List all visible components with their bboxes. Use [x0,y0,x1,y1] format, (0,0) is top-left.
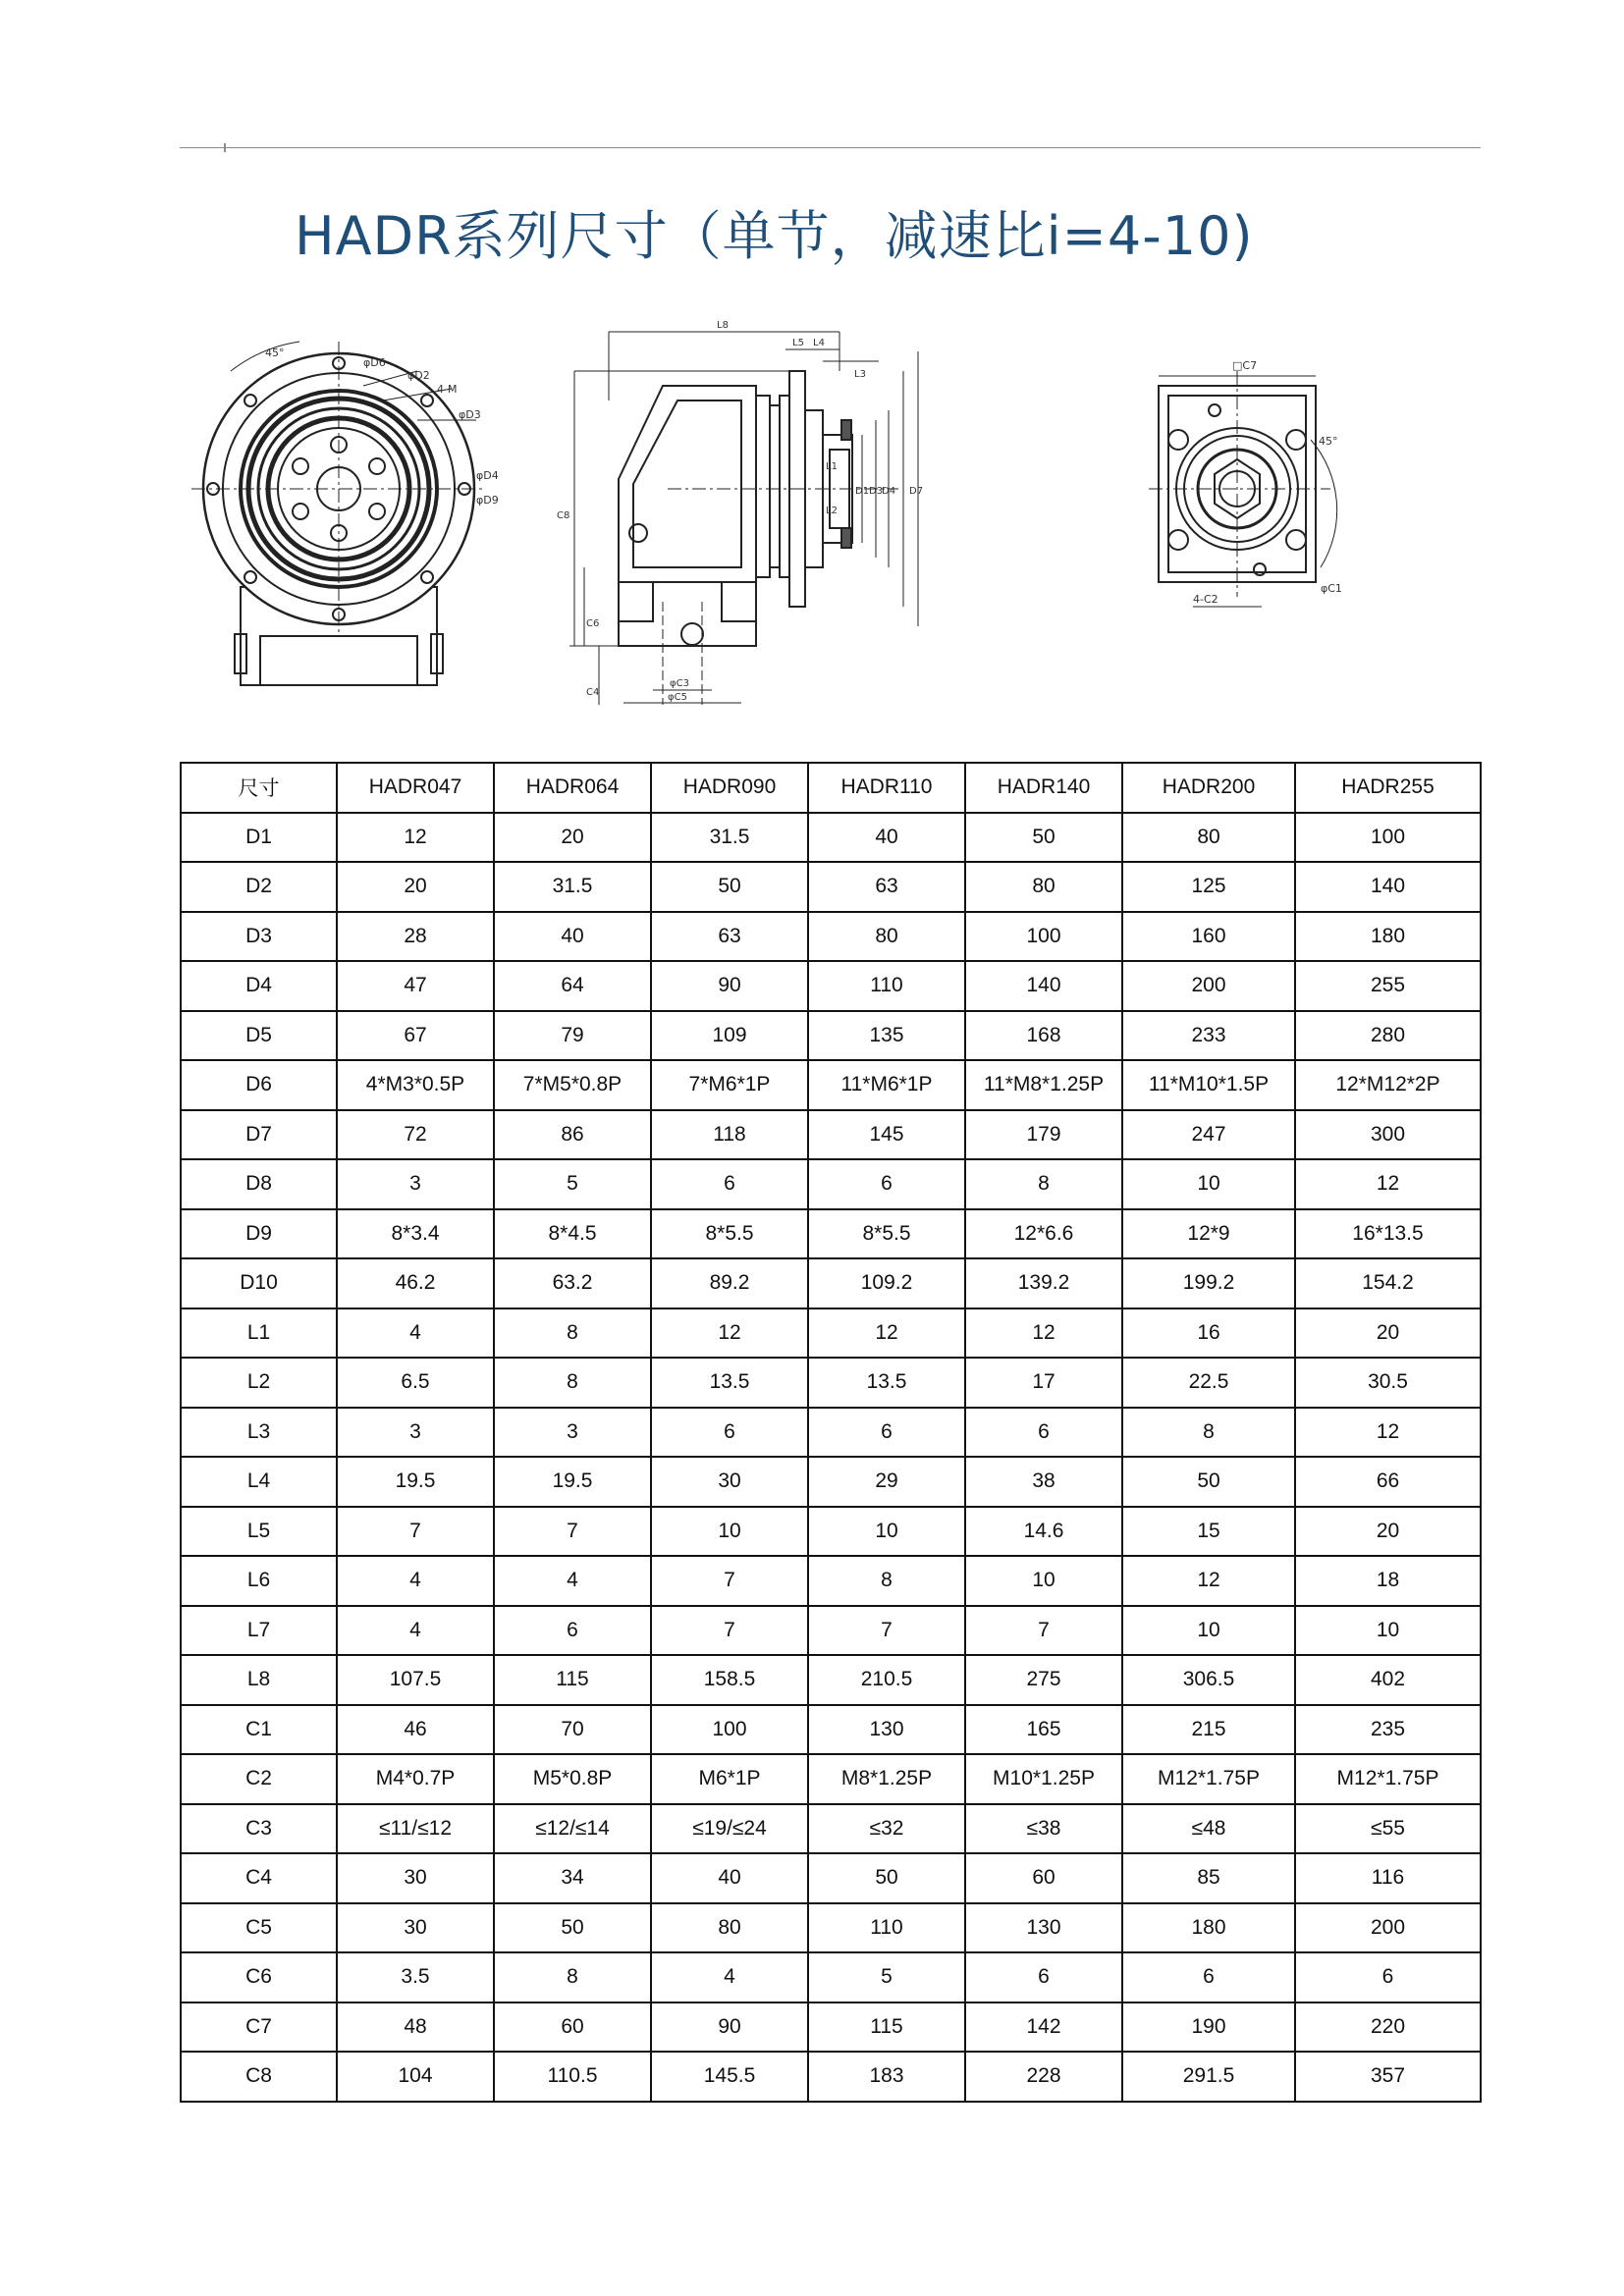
dimension-value-cell: 50 [808,1853,965,1903]
dimension-value-cell: 8*3.4 [337,1209,494,1259]
dimension-value-cell: 140 [965,961,1122,1011]
dimension-value-cell: 80 [965,862,1122,912]
dimension-value-cell: ≤12/≤14 [494,1804,651,1854]
dimension-value-cell: 7 [494,1507,651,1557]
dimension-label-cell: D4 [181,961,337,1011]
dimension-label-cell: C6 [181,1952,337,2002]
dimension-value-cell: 233 [1122,1011,1295,1061]
dimension-value-cell: 20 [337,862,494,912]
front-label-d2: φD2 [407,369,430,382]
dimension-value-cell: 107.5 [337,1655,494,1705]
front-label-d4: φD4 [476,469,499,482]
dimension-value-cell: 357 [1295,2052,1481,2102]
dimension-value-cell: 50 [494,1903,651,1953]
dimension-value-cell: 12*M12*2P [1295,1060,1481,1110]
dimension-value-cell: 6 [651,1408,808,1458]
dimension-value-cell: 200 [1122,961,1295,1011]
dimension-value-cell: 80 [808,912,965,962]
table-row [181,1110,1481,1160]
dimension-value-cell: 11*M10*1.5P [1122,1060,1295,1110]
dimension-value-cell: 85 [1122,1853,1295,1903]
dimension-value-cell: 30 [651,1457,808,1507]
dimension-value-cell: 60 [965,1853,1122,1903]
dimension-value-cell: 11*M8*1.25P [965,1060,1122,1110]
dimension-value-cell: ≤32 [808,1804,965,1854]
dimension-value-cell: 10 [965,1556,1122,1606]
dimension-value-cell: 291.5 [1122,2052,1295,2102]
dimension-value-cell: M10*1.25P [965,1754,1122,1804]
dimension-value-cell: 63 [651,912,808,962]
dimension-value-cell: 4 [337,1308,494,1359]
dimension-label-cell: L2 [181,1358,337,1408]
dimension-value-cell: 115 [494,1655,651,1705]
table-row [181,1655,1481,1705]
front-label-d9: φD9 [476,494,499,507]
dimension-label-cell: C7 [181,2002,337,2053]
dimension-label-cell: D8 [181,1159,337,1209]
dimension-value-cell: ≤48 [1122,1804,1295,1854]
table-header-model: HADR090 [651,763,808,813]
dimension-value-cell: 165 [965,1705,1122,1755]
dimension-label-cell: L3 [181,1408,337,1458]
dimension-value-cell: 34 [494,1853,651,1903]
side-label-l5: L5 [792,338,804,348]
dimension-value-cell: 13.5 [808,1358,965,1408]
dimension-value-cell: 130 [808,1705,965,1755]
side-label-d1: D1 [855,486,870,497]
dimension-value-cell: 63.2 [494,1258,651,1308]
dimension-value-cell: 50 [651,862,808,912]
side-label-c4: C4 [586,687,600,698]
dimension-value-cell: 300 [1295,1110,1481,1160]
dimension-value-cell: 6 [1122,1952,1295,2002]
dimension-value-cell: 3 [337,1159,494,1209]
dimension-value-cell: 46 [337,1705,494,1755]
dimension-value-cell: 40 [494,912,651,962]
table-row [181,1011,1481,1061]
flange-label-angle: 45° [1319,435,1338,448]
dimension-value-cell: 109 [651,1011,808,1061]
dimension-value-cell: 116 [1295,1853,1481,1903]
dimension-value-cell: 67 [337,1011,494,1061]
table-row [181,2002,1481,2053]
dimension-value-cell: 6 [651,1159,808,1209]
dimension-value-cell: 110.5 [494,2052,651,2102]
side-label-d3: D3 [869,486,884,497]
dimension-value-cell: 4 [651,1952,808,2002]
dimension-value-cell: 7*M6*1P [651,1060,808,1110]
dimension-value-cell: 7 [651,1556,808,1606]
dimension-value-cell: 8*5.5 [651,1209,808,1259]
dimension-value-cell: 12 [1122,1556,1295,1606]
dimension-value-cell: 30 [337,1903,494,1953]
dimension-value-cell: 20 [1295,1308,1481,1359]
dimension-value-cell: 64 [494,961,651,1011]
table-header-dimension: 尺寸 [181,763,337,813]
flange-label-c2: 4-C2 [1193,593,1218,606]
table-row [181,1408,1481,1458]
dimension-value-cell: 255 [1295,961,1481,1011]
dimension-value-cell: 29 [808,1457,965,1507]
dimension-value-cell: 8 [808,1556,965,1606]
dimension-value-cell: 168 [965,1011,1122,1061]
dimension-value-cell: 40 [808,813,965,863]
table-row [181,1457,1481,1507]
dimension-value-cell: 63 [808,862,965,912]
dimension-label-cell: D3 [181,912,337,962]
dimension-value-cell: 4 [337,1606,494,1656]
dimension-value-cell: 118 [651,1110,808,1160]
dimension-value-cell: 12 [1295,1159,1481,1209]
side-label-l3: L3 [854,369,866,380]
dimension-label-cell: C3 [181,1804,337,1854]
table-row [181,862,1481,912]
dimension-label-cell: C1 [181,1705,337,1755]
dimension-value-cell: 247 [1122,1110,1295,1160]
dimension-value-cell: 31.5 [651,813,808,863]
dimension-value-cell: 11*M6*1P [808,1060,965,1110]
dimension-table [180,762,1482,2103]
dimension-value-cell: 145 [808,1110,965,1160]
dimension-value-cell: 12 [337,813,494,863]
dimension-value-cell: 100 [651,1705,808,1755]
table-header-model: HADR200 [1122,763,1295,813]
dimension-value-cell: 235 [1295,1705,1481,1755]
front-label-d3: φD3 [459,408,481,421]
dimension-value-cell: M6*1P [651,1754,808,1804]
dimension-value-cell: 8 [494,1952,651,2002]
flange-label-c7: □C7 [1232,359,1258,372]
table-row [181,1853,1481,1903]
dimension-value-cell: 190 [1122,2002,1295,2053]
dimension-value-cell: 139.2 [965,1258,1122,1308]
dimension-value-cell: ≤19/≤24 [651,1804,808,1854]
dimension-value-cell: M4*0.7P [337,1754,494,1804]
table-row [181,1556,1481,1606]
dimension-value-cell: 22.5 [1122,1358,1295,1408]
dimension-value-cell: 4 [337,1556,494,1606]
dimension-value-cell: 220 [1295,2002,1481,2053]
dimension-value-cell: 90 [651,2002,808,2053]
table-row [181,2052,1481,2102]
table-row [181,912,1481,962]
dimension-value-cell: 12*9 [1122,1209,1295,1259]
table-row [181,1060,1481,1110]
dimension-value-cell: 10 [1122,1159,1295,1209]
dimension-value-cell: 125 [1122,862,1295,912]
dimension-value-cell: 17 [965,1358,1122,1408]
table-row [181,1159,1481,1209]
dimension-value-cell: 135 [808,1011,965,1061]
dimension-value-cell: 3 [337,1408,494,1458]
flange-label-c1: φC1 [1321,582,1342,595]
dimension-value-cell: 306.5 [1122,1655,1295,1705]
table-row [181,1258,1481,1308]
table-row [181,1606,1481,1656]
dimension-value-cell: 130 [965,1903,1122,1953]
dimension-value-cell: 80 [651,1903,808,1953]
dimension-value-cell: 20 [1295,1507,1481,1557]
dimension-value-cell: 110 [808,1903,965,1953]
dimension-value-cell: 12 [808,1308,965,1359]
dimension-value-cell: 8*5.5 [808,1209,965,1259]
dimension-value-cell: 200 [1295,1903,1481,1953]
dimension-value-cell: 72 [337,1110,494,1160]
dimension-value-cell: 8 [494,1308,651,1359]
dimension-value-cell: 6.5 [337,1358,494,1408]
dimension-value-cell: 280 [1295,1011,1481,1061]
table-row [181,1804,1481,1854]
dimension-value-cell: 7 [651,1606,808,1656]
dimension-value-cell: 3 [494,1408,651,1458]
side-label-l8: L8 [717,320,729,331]
dimension-value-cell: 47 [337,961,494,1011]
dimension-value-cell: 90 [651,961,808,1011]
dimension-value-cell: 30.5 [1295,1358,1481,1408]
dimension-value-cell: 13.5 [651,1358,808,1408]
side-label-c6: C6 [586,618,600,629]
dimension-value-cell: ≤55 [1295,1804,1481,1854]
dimension-value-cell: 28 [337,912,494,962]
dimension-label-cell: L8 [181,1655,337,1705]
dimension-value-cell: 66 [1295,1457,1481,1507]
dimension-value-cell: 160 [1122,912,1295,962]
table-row [181,1903,1481,1953]
header-rule [180,147,1481,148]
dimension-value-cell: 100 [965,912,1122,962]
dimension-label-cell: L1 [181,1308,337,1359]
dimension-value-cell: 16*13.5 [1295,1209,1481,1259]
dimension-value-cell: 30 [337,1853,494,1903]
table-header-model: HADR064 [494,763,651,813]
dimension-label-cell: D9 [181,1209,337,1259]
flange-view-drawing [1149,371,1337,607]
dimension-value-cell: 19.5 [337,1457,494,1507]
dimension-value-cell: 12*6.6 [965,1209,1122,1259]
dimension-value-cell: 6 [1295,1952,1481,2002]
dimension-value-cell: 80 [1122,813,1295,863]
dimension-label-cell: C2 [181,1754,337,1804]
dimension-value-cell: 6 [965,1952,1122,2002]
dimension-value-cell: 179 [965,1110,1122,1160]
dimension-value-cell: 38 [965,1457,1122,1507]
table-row [181,1209,1481,1259]
dimension-value-cell: 4 [494,1556,651,1606]
dimension-value-cell: M12*1.75P [1122,1754,1295,1804]
dimension-value-cell: ≤38 [965,1804,1122,1854]
side-label-l4: L4 [813,338,825,348]
side-label-d7: D7 [909,486,924,497]
dimension-value-cell: 89.2 [651,1258,808,1308]
front-label-d6: φD6 [363,356,386,369]
dimension-value-cell: 275 [965,1655,1122,1705]
dimension-value-cell: 10 [808,1507,965,1557]
table-header-model: HADR047 [337,763,494,813]
table-header-row [181,763,1481,813]
dimension-label-cell: D1 [181,813,337,863]
dimension-value-cell: 8 [494,1358,651,1408]
dimension-label-cell: D10 [181,1258,337,1308]
side-label-c5: φC5 [668,692,687,703]
front-label-angle: 45° [265,347,285,359]
dimension-value-cell: 6 [808,1159,965,1209]
dimension-value-cell: 115 [808,2002,965,2053]
dimension-value-cell: 79 [494,1011,651,1061]
page-title: HADR系列尺寸（单节，减速比i=4-10) [295,205,1254,267]
dimension-value-cell: 228 [965,2052,1122,2102]
header-rule-tick [224,143,226,152]
dimension-value-cell: 50 [965,813,1122,863]
side-label-c3: φC3 [670,678,689,689]
dimension-value-cell: 100 [1295,813,1481,863]
dimension-value-cell: 14.6 [965,1507,1122,1557]
side-label-c8: C8 [557,510,570,521]
table-row [181,1952,1481,2002]
dimension-value-cell: 402 [1295,1655,1481,1705]
table-header-model: HADR140 [965,763,1122,813]
dimension-label-cell: C4 [181,1853,337,1903]
dimension-label-cell: D5 [181,1011,337,1061]
dimension-value-cell: 15 [1122,1507,1295,1557]
dimension-value-cell: ≤11/≤12 [337,1804,494,1854]
dimension-value-cell: M8*1.25P [808,1754,965,1804]
dimension-value-cell: 20 [494,813,651,863]
table-row [181,1308,1481,1359]
dimension-value-cell: 70 [494,1705,651,1755]
dimension-value-cell: 86 [494,1110,651,1160]
dimension-value-cell: 8 [965,1159,1122,1209]
dimension-value-cell: 48 [337,2002,494,2053]
dimension-value-cell: 6 [494,1606,651,1656]
dimension-value-cell: 6 [808,1408,965,1458]
dimension-value-cell: 16 [1122,1308,1295,1359]
dimension-value-cell: 109.2 [808,1258,965,1308]
dimension-value-cell: 31.5 [494,862,651,912]
dimension-value-cell: 10 [651,1507,808,1557]
dimension-value-cell: 7 [808,1606,965,1656]
table-row [181,1705,1481,1755]
dimension-value-cell: 8*4.5 [494,1209,651,1259]
dimension-value-cell: 154.2 [1295,1258,1481,1308]
dimension-value-cell: 18 [1295,1556,1481,1606]
dimension-value-cell: 5 [808,1952,965,2002]
table-header-model: HADR110 [808,763,965,813]
table-row [181,961,1481,1011]
dimension-value-cell: 12 [651,1308,808,1359]
dimension-value-cell: 7 [965,1606,1122,1656]
dimension-value-cell: 10 [1122,1606,1295,1656]
dimension-label-cell: C5 [181,1903,337,1953]
dimension-value-cell: 110 [808,961,965,1011]
dimension-value-cell: 104 [337,2052,494,2102]
dimension-value-cell: 215 [1122,1705,1295,1755]
dimension-value-cell: 4*M3*0.5P [337,1060,494,1110]
table-row [181,813,1481,863]
table-row [181,1358,1481,1408]
dimension-value-cell: 158.5 [651,1655,808,1705]
dimension-value-cell: 145.5 [651,2052,808,2102]
dimension-label-cell: D2 [181,862,337,912]
dimension-value-cell: 5 [494,1159,651,1209]
technical-drawings [191,312,1438,744]
dimension-value-cell: 60 [494,2002,651,2053]
dimension-label-cell: L5 [181,1507,337,1557]
dimension-value-cell: 142 [965,2002,1122,2053]
front-label-4m: 4-M [437,383,458,396]
dimension-value-cell: 46.2 [337,1258,494,1308]
side-label-l1: L1 [826,461,838,472]
dimension-value-cell: 50 [1122,1457,1295,1507]
side-label-l2: L2 [826,506,838,516]
table-row [181,1507,1481,1557]
table-row [181,1754,1481,1804]
dimension-value-cell: 7 [337,1507,494,1557]
dimension-value-cell: 10 [1295,1606,1481,1656]
dimension-label-cell: L7 [181,1606,337,1656]
dimension-value-cell: 12 [965,1308,1122,1359]
dimension-value-cell: 210.5 [808,1655,965,1705]
dimension-value-cell: 180 [1295,912,1481,962]
dimension-value-cell: 3.5 [337,1952,494,2002]
dimension-label-cell: D7 [181,1110,337,1160]
dimension-label-cell: D6 [181,1060,337,1110]
dimension-value-cell: 140 [1295,862,1481,912]
side-label-d4: D4 [882,486,896,497]
dimension-value-cell: 199.2 [1122,1258,1295,1308]
dimension-label-cell: C8 [181,2052,337,2102]
dimension-value-cell: 180 [1122,1903,1295,1953]
dimension-value-cell: 8 [1122,1408,1295,1458]
table-header-model: HADR255 [1295,763,1481,813]
dimension-value-cell: 12 [1295,1408,1481,1458]
dimension-value-cell: M5*0.8P [494,1754,651,1804]
dimension-label-cell: L6 [181,1556,337,1606]
dimension-value-cell: 40 [651,1853,808,1903]
dimension-value-cell: M12*1.75P [1295,1754,1481,1804]
dimension-value-cell: 7*M5*0.8P [494,1060,651,1110]
dimension-value-cell: 6 [965,1408,1122,1458]
dimension-value-cell: 19.5 [494,1457,651,1507]
dimension-label-cell: L4 [181,1457,337,1507]
dimension-value-cell: 183 [808,2052,965,2102]
side-view-drawing [569,332,918,705]
